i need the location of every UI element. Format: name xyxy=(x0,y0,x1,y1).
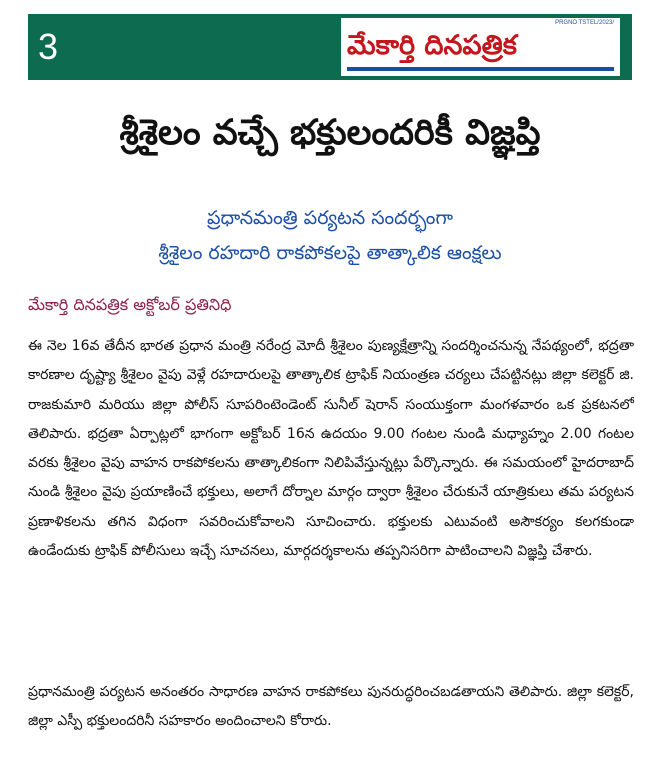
page-number: 3 xyxy=(38,26,59,67)
newspaper-masthead xyxy=(341,18,620,76)
masthead-underline xyxy=(347,67,614,71)
newspaper-logo: మేకార్తి దినపత్రిక xyxy=(347,30,517,61)
article-dateline: మేకార్తి దినపత్రిక అక్టోబర్ ప్రతినిధి xyxy=(28,295,232,314)
page-header xyxy=(28,14,632,80)
article-subheadline-line-2: శ్రీశైలం రహదారి రాకపోకలపై తాత్కాలిక ఆంక్షలు xyxy=(158,242,502,264)
article-paragraph-2: ప్రధానమంత్రి పర్యటన అనంతరం సాధారణ వాహన రాకపోకలు పునరుద్ధరించబడతాయని తెలిపారు. జిల్లా కలెక్టర్, జిల్లా ఎస్పీ భక్తులందరినీ సహకారం అందించాలని కోరారు. xyxy=(28,684,634,730)
article-paragraph-1: ఈ నెల 16వ తేదీన భారత ప్రధాన మంత్రి నరేంద్ర మోదీ శ్రీశైలం పుణ్యక్షేత్రాన్ని సందర్శించనున్న నేపథ్యంలో, భద్రతా కారణాల దృష్ట్యా శ్రీశైలం వైపు వెళ్లే రహదారులపై తాత్కాలిక ట్రాఫిక్ నియంత్రణ చర్యలు చేపట్టినట్లు జిల్లా కలెక్టర్ జి. రాజకుమారి మరియు జిల్లా పోలీస్ సూపరింటెండెంట్ సునీల్ షెరాన్ సంయుక్తంగా మంగళవారం ఒక ప్రకటనలో తెలిపారు. భద్రతా ఏర్పాట్లలో భాగంగా అక్టోబర్ 16న ఉదయం 9.00 గంటల నుండి మధ్యాహ్నం 2.00 గంటల వరకు శ్రీశైలం వైపు వాహన రాకపోకలను తాత్కాలికంగా నిలిపివేస్తున్నట్లు పేర్కొన్నారు. ఈ సమయంలో హైదరాబాద్ నుండి శ్రీశైలం వైపు ప్రయాణించే భక్తులు, అలాగే దోర్నాల మార్గం ద్వారా శ్రీశైలం చేరుకునే యాత్రికులు తమ పర్యటన ప్రణాళికలను తగిన విధంగా సవరించుకోవాలని సూచించారు. భక్తులకు ఎటువంటి అసౌకర్యం కలగకుండా ఉండేందుకు ట్రాఫిక్ పోలీసులు ఇచ్చే సూచనలు, మార్గదర్శకాలను తప్పనిసరిగా పాటించాలని విజ్ఞప్తి చేశారు. xyxy=(28,338,634,560)
article-subheadline-line-1: ప్రధానమంత్రి పర్యటన సందర్భంగా xyxy=(207,207,453,229)
article-headline: శ్రీశైలం వచ్చే భక్తులందరికీ విజ్ఞప్తి xyxy=(119,113,541,153)
registration-number: PRGNO TSTEL/2023/ xyxy=(555,20,614,26)
